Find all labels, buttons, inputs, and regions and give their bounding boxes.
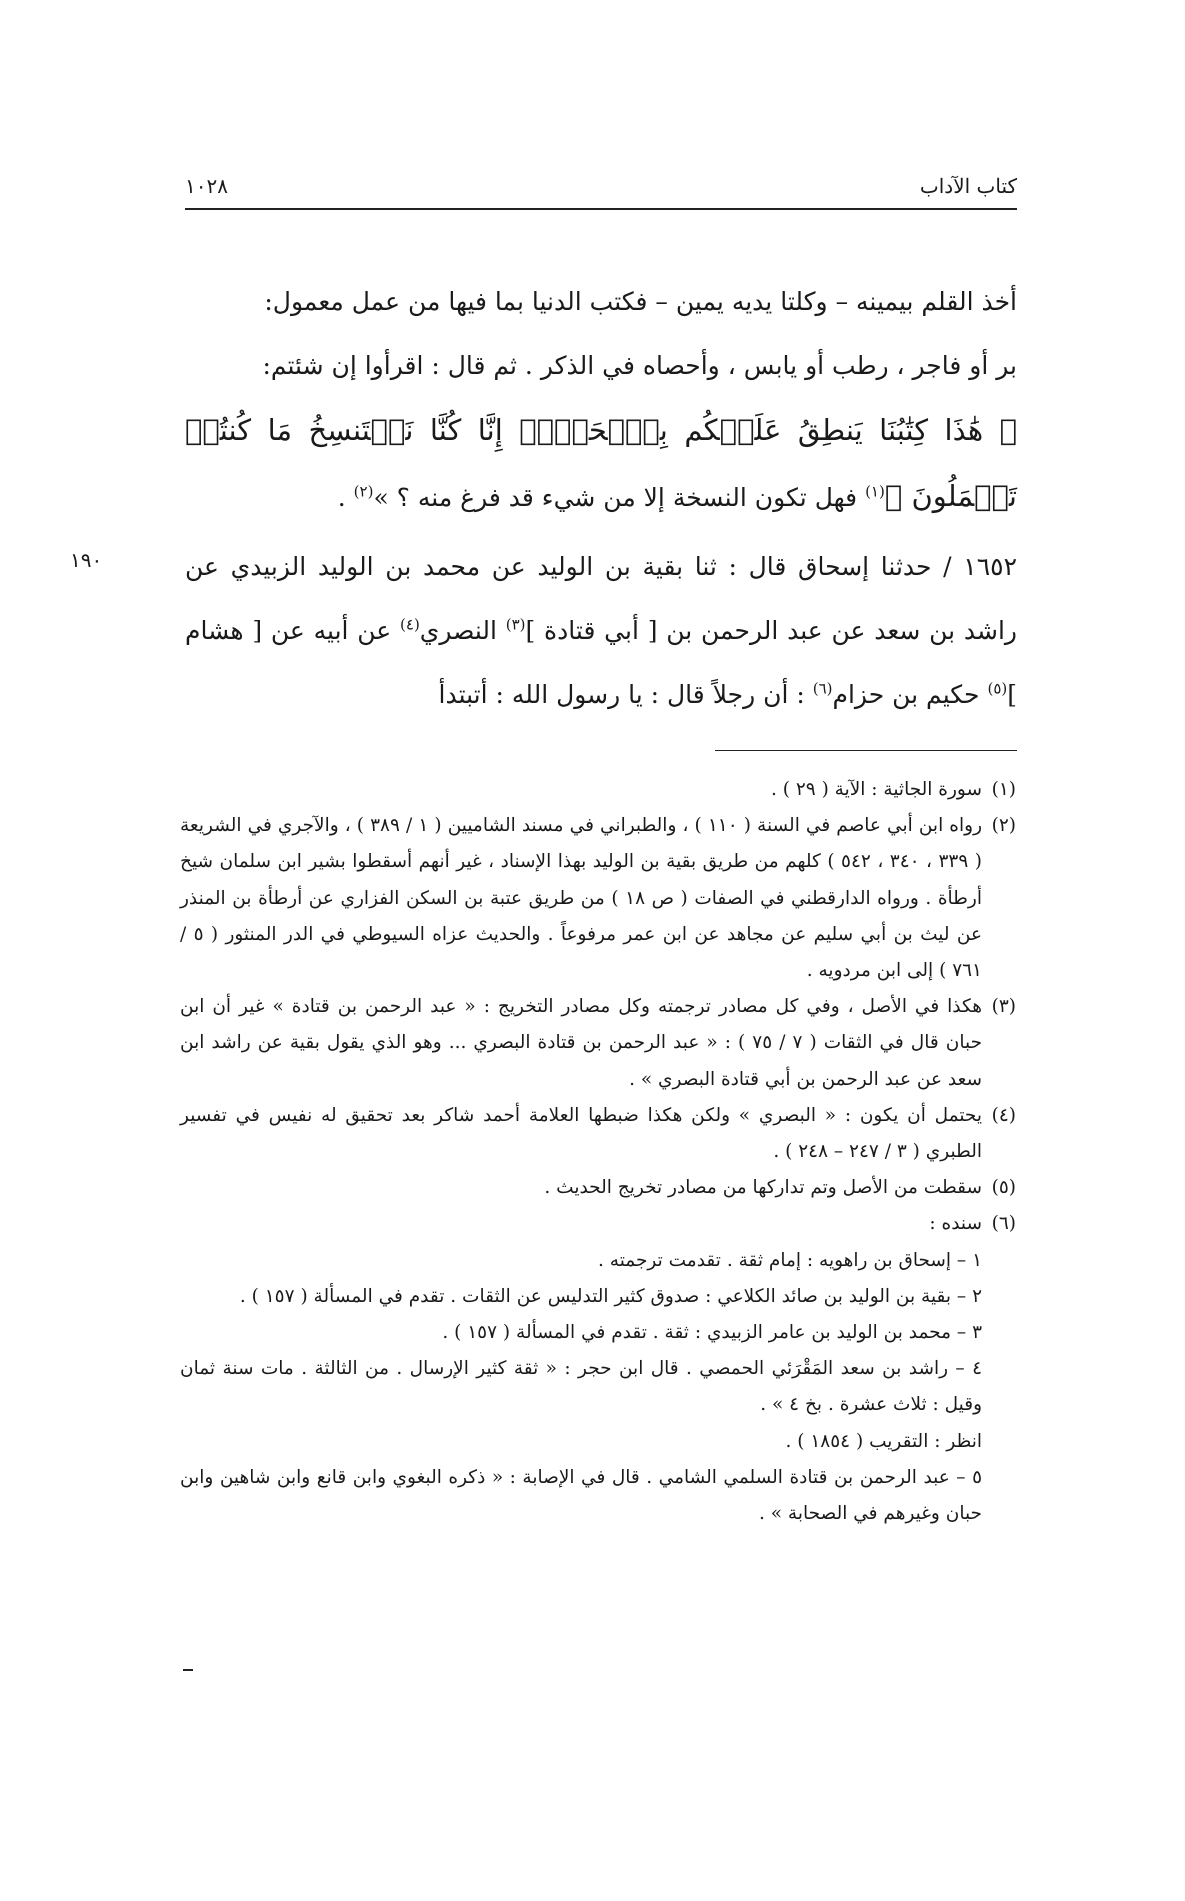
text-span: .: [337, 483, 354, 512]
narrator-text: ٥ – عبد الرحمن بن قتادة السلمي الشامي . قال في الإصابة : « ذكره البغوي وابن قانع وابن شاهين وابن حبان وغيرهم في الصحابة » .: [180, 1466, 982, 1525]
hadith-text: النصري: [419, 616, 506, 645]
footnote-text: سورة الجاثية : الآية ( ٢٩ ) .: [770, 779, 982, 800]
narrator-entry: [180, 1460, 1016, 1532]
footnote-number: (٦): [991, 1213, 1016, 1235]
footnote-number: (٢): [991, 815, 1016, 837]
footnote-text: يحتمل أن يكون : « البصري » ولكن هكذا ضبطها العلامة أحمد شاكر بعد تحقيق له نفيس في تفسير الطبري ( ٣ / ٢٤٧ – ٢٤٨ ) .: [180, 1104, 982, 1163]
hadith-paragraph: [185, 535, 1017, 727]
narrator-text: انظر : التقريب ( ١٨٥٤ ) .: [785, 1430, 982, 1452]
narrator-entry: [180, 1279, 1016, 1315]
footnote-text: سنده :: [929, 1213, 982, 1235]
footnote-number: (٥): [991, 1177, 1016, 1199]
footnotes: [180, 772, 1016, 1532]
verse-paragraph: [185, 398, 1017, 530]
footnote-text: سقطت من الأصل وتم تداركها من مصادر تخريج الحديث .: [544, 1177, 982, 1199]
quran-verse: ﴿ هَٰذَا كِتَٰبُنَا يَنطِقُ عَلَيۡكُم بِٱلۡحَقِّۚ إِنَّا كُنَّا نَسۡتَنسِخُ مَا كُنتُمۡ تَعۡمَلُونَ ﴾: [185, 413, 1017, 513]
footnote: [180, 772, 1016, 808]
footnote: [180, 1170, 1016, 1206]
text-line: أخذ القلم بيمينه – وكلتا يديه يمين – فكتب الدنيا بما فيها من عمل معمول:: [264, 287, 1017, 316]
footnote-number: (٤): [991, 1104, 1016, 1126]
narrator-text: ٣ – محمد بن الوليد بن عامر الزبيدي : ثقة . تقدم في المسألة ( ١٥٧ ) .: [442, 1322, 982, 1344]
narrator-entry: [180, 1351, 1016, 1423]
text-span: فهل تكون النسخة إلا من شيء قد فرغ منه ؟ »: [373, 483, 866, 512]
page-number: ١٠٢٨: [185, 174, 228, 198]
footnote-ref: (١): [865, 482, 885, 501]
narrator-entry: [180, 1315, 1016, 1351]
footnote: [180, 808, 1016, 989]
main-text-continued: [185, 270, 1017, 530]
narrator-text: ٢ – بقية بن الوليد بن صائد الكلاعي : صدوق كثير التدليس عن الثقات . تقدم في المسألة ( ١٥٧ ) .: [239, 1285, 982, 1307]
footnote-ref: (٦): [812, 679, 833, 698]
footnote: [180, 989, 1016, 1098]
narrator-text: ١ – إسحاق بن راهويه : إمام ثقة . تقدمت ترجمته .: [598, 1249, 982, 1271]
footnote-ref: (٥): [987, 679, 1008, 698]
hadith-text: حكيم بن حزام: [832, 680, 988, 709]
footnote-number: (٣): [991, 996, 1016, 1018]
footnote-divider: [715, 750, 1017, 751]
footnote-number: (١): [991, 779, 1016, 800]
hadith-text: ١٦٥٢ / حدثنا إسحاق قال : ثنا بقية بن الوليد عن محمد بن الوليد الزبيدي عن راشد بن سعد عن عبد الرحمن بن [ أبي قتادة ]: [185, 552, 1017, 645]
hadith-text: عن أبيه عن [ هشام ]: [185, 616, 1017, 709]
footnote: [180, 1206, 1016, 1242]
text-line: بر أو فاجر ، رطب أو يابس ، وأحصاه في الذكر . ثم قال : اقرأوا إن شئتم:: [262, 351, 1017, 380]
footnote-ref: (٣): [505, 615, 526, 634]
margin-number: ١٩٠: [70, 548, 103, 572]
header-divider: [185, 208, 1017, 210]
footnote-ref: (٢): [353, 482, 374, 501]
hadith-text: : أن رجلاً قال : يا رسول الله : أتبتدأ: [438, 680, 813, 709]
footnote-ref: (٤): [400, 615, 420, 634]
narrator-text: ٤ – راشد بن سعد المَقْرَئي الحمصي . قال ابن حجر : « ثقة كثير الإرسال . من الثالثة . مات سنة ثمان وقيل : ثلاث عشرة . بخ ٤ » .: [180, 1358, 982, 1416]
footnote-text: رواه ابن أبي عاصم في السنة ( ١١٠ ) ، والطبراني في مسند الشاميين ( ١ / ٣٨٩ ) ، والآجري في الشريعة ( ٣٣٩ ، ٣٤٠ ، ٥٤٢ ) كلهم من طريق بقية بن الوليد بهذا الإسناد ، غير أنهم أسقطوا بشير ابن سلمان شيخ أرطأة . ورواه الدارقطني في الصفات ( ص ١٨ ) من طريق عتبة بن السكن الفزاري عن أرطأة بن المنذر عن ليث بن أبي سليم عن مجاهد عن ابن عمر مرفوعاً . والحديث عزاه السيوطي في الدر المنثور ( ٥ / ٧٦١ ) إلى ابن مردويه .: [180, 815, 983, 982]
narrator-entry: [180, 1243, 1016, 1279]
narrator-entry: [180, 1424, 1016, 1460]
footnote: [180, 1098, 1016, 1170]
running-header: [185, 170, 1017, 208]
end-mark: [183, 1669, 193, 1671]
chapter-title: كتاب الآداب: [919, 174, 1017, 198]
footnote-text: هكذا في الأصل ، وفي كل مصادر ترجمته وكل مصادر التخريج : « عبد الرحمن بن قتادة » غير أن ابن حبان قال في الثقات ( ٧ / ٧٥ ) : « عبد الرحمن بن قتادة البصري ... وهو الذي يقول بقية عن راشد ابن سعد عن عبد الرحمن بن أبي قتادة البصري » .: [180, 996, 982, 1090]
